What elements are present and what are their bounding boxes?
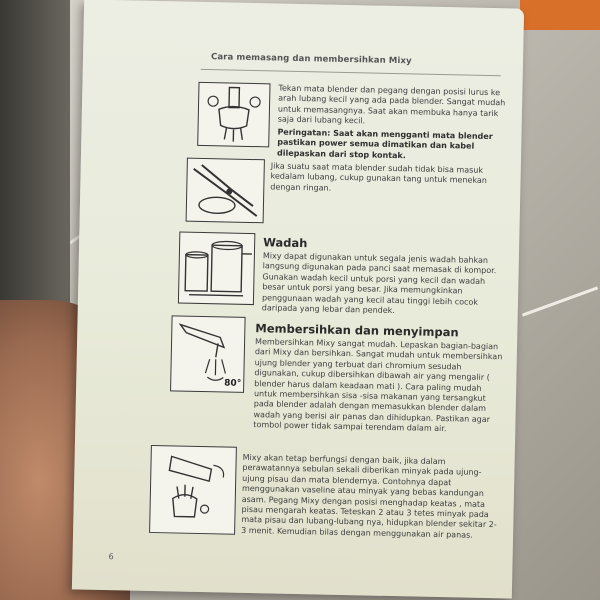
warning-text: Peringatan: Saat akan mengganti mata blender pastikan power semua dimatikan dan kabel dilepaskan dari stop kontak. (276, 127, 493, 161)
background-orange-object (520, 0, 600, 30)
illustration-containers (178, 232, 255, 306)
pliers-instructions: Jika suatu saat mata blender sudah tidak bisa masuk kedalam lubang, cukup gunakan tang untuk menekan dengan ringan. (270, 161, 487, 193)
page-number: 6 (108, 552, 114, 562)
attach-instructions: Tekan mata blender dan pegang dengan posisi lurus ke arah lubang kecil yang ada pada blender. Sangat mudah untuk memasangnya. Saat akan membuka hanya tarik saja dari lubang kecil. (277, 83, 506, 126)
temperature-label: 80° (224, 378, 242, 389)
maintenance-text: Mixy akan tetap berfungsi dengan baik, jika dalam perawatannya sebulan sekali diberikan minyak pada ujung-ujung pisau dan mata blendernya. Contohnya dapat menggunakan vaseline atau minyak yang bebas kandungan asam. Pegang Mixy dengan posisi menghadap keatas , mata pisau mengarah keatas. Teteskan 2 atau 3 tetes minyak pada mata pisau dan lubang-lubang nya, hidupkan blender sekitar 2-3 menit. Kemudian bilas dengan menggunakan air panas. (241, 452, 497, 540)
illustration-pliers (186, 158, 265, 224)
pliers-drawing (187, 159, 264, 223)
section-heading-wadah: Wadah (263, 235, 308, 251)
manual-page (72, 0, 524, 599)
title-divider (201, 69, 501, 76)
cleaning-text: Membersihkan Mixy sangat mudah. Lepaskan bagian-bagian dari Mixy dan bersihkan. Sangat mudah untuk membersihkan ujung blender yang terbuat dari chromium sesudah digunakan, cukup dibersihkan dibawah air yang mengalir ( blender harus dalam keadaan mati ). Cara paling mudah untuk membersihkan sisa -sisa makanan yang tersangkut pada blender adalah dengan memasukkan blender dalam wadah yang berisi air panas dan dihidupkan. Pastikan agar tombol power tidak sampai terendam dalam air. (253, 337, 503, 434)
illustration-oiling (149, 445, 237, 535)
page-title: Cara memasang dan membersihkan Mixy (210, 52, 412, 67)
oiling-drawing (150, 446, 236, 534)
attach-blade-drawing (198, 83, 269, 146)
illustration-attach-blade (197, 82, 270, 147)
section-heading-cleaning: Membersihkan dan menyimpan (255, 321, 459, 340)
wadah-text: Mixy dapat digunakan untuk segala jenis wadah bahkan langsung digunakan pada panci saat memasak di kompor. Gunakan wadah kecil untuk porsi yang kecil dan wadah besar untuk porsi yang besar. Jika memungkinkan penggunaan wadah yang kecil atau tinggi lebih cocok daripada yang lebar dan pendek. (261, 251, 497, 316)
containers-drawing (179, 233, 254, 305)
